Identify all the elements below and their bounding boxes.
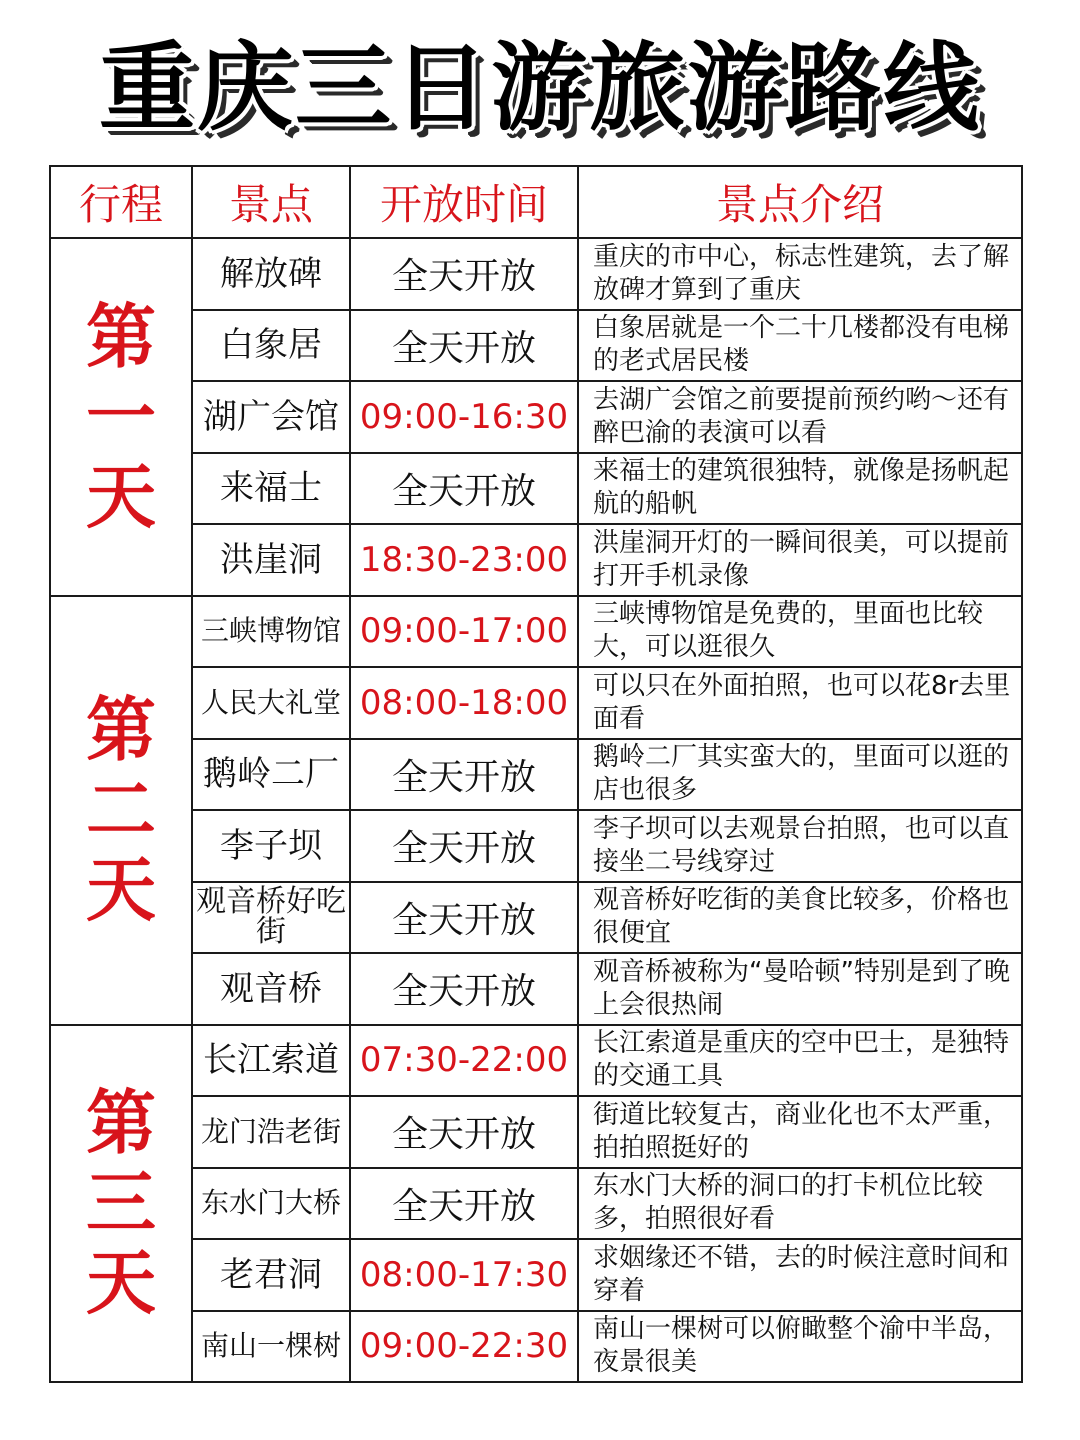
- itinerary-table: [49, 165, 1023, 1383]
- spot-intro: 三峡博物馆是免费的，里面也比较大，可以逛很久: [578, 596, 1022, 668]
- spot-intro: 鹅岭二厂其实蛮大的，里面可以逛的店也很多: [578, 739, 1022, 811]
- header-intro: 景点介绍: [578, 166, 1022, 238]
- spot-intro: 求姻缘还不错，去的时候注意时间和穿着: [578, 1239, 1022, 1311]
- spot-intro: 重庆的市中心，标志性建筑，去了解放碑才算到了重庆: [578, 238, 1022, 310]
- table-row: [50, 882, 1022, 954]
- spot-name: 长江索道: [192, 1025, 350, 1097]
- header-day: 行程: [50, 166, 192, 238]
- spot-name: 东水门大桥: [192, 1168, 350, 1240]
- table-row: [50, 524, 1022, 596]
- spot-name: 湖广会馆: [192, 381, 350, 453]
- day-label-1: 第 一 天: [50, 238, 192, 596]
- spot-intro: 去湖广会馆之前要提前预约哟～还有醉巴渝的表演可以看: [578, 381, 1022, 453]
- page-title: 重庆三日游旅游路线: [99, 32, 981, 144]
- table-row: [50, 1025, 1022, 1097]
- spot-name: 三峡博物馆: [192, 596, 350, 668]
- opening-hours: 08:00-17:30: [350, 1239, 578, 1311]
- spot-name: 李子坝: [192, 810, 350, 882]
- spot-intro: 南山一棵树可以俯瞰整个渝中半岛，夜景很美: [578, 1311, 1022, 1383]
- opening-hours: 全天开放: [350, 238, 578, 310]
- spot-intro: 长江索道是重庆的空中巴士，是独特的交通工具: [578, 1025, 1022, 1097]
- header-hours: 开放时间: [350, 166, 578, 238]
- opening-hours: 全天开放: [350, 310, 578, 382]
- table-row: [50, 1168, 1022, 1240]
- spot-name: 白象居: [192, 310, 350, 382]
- opening-hours: 全天开放: [350, 453, 578, 525]
- table-row: [50, 238, 1022, 310]
- spot-name: 洪崖洞: [192, 524, 350, 596]
- spot-name: 解放碑: [192, 238, 350, 310]
- spot-name: 观音桥好吃街: [192, 882, 350, 954]
- table-row: [50, 381, 1022, 453]
- table-row: [50, 810, 1022, 882]
- table-row: [50, 596, 1022, 668]
- spot-intro: 白象居就是一个二十几楼都没有电梯的老式居民楼: [578, 310, 1022, 382]
- opening-hours: 18:30-23:00: [350, 524, 578, 596]
- opening-hours: 全天开放: [350, 1096, 578, 1168]
- opening-hours: 全天开放: [350, 882, 578, 954]
- spot-name: 龙门浩老街: [192, 1096, 350, 1168]
- spot-name: 人民大礼堂: [192, 667, 350, 739]
- spot-name: 鹅岭二厂: [192, 739, 350, 811]
- opening-hours: 09:00-16:30: [350, 381, 578, 453]
- table-row: [50, 310, 1022, 382]
- table-row: [50, 953, 1022, 1025]
- opening-hours: 08:00-18:00: [350, 667, 578, 739]
- opening-hours: 全天开放: [350, 739, 578, 811]
- spot-intro: 东水门大桥的洞口的打卡机位比较多，拍照很好看: [578, 1168, 1022, 1240]
- spot-intro: 来福士的建筑很独特，就像是扬帆起航的船帆: [578, 453, 1022, 525]
- day-label-3: 第 三 天: [50, 1025, 192, 1383]
- opening-hours: 全天开放: [350, 953, 578, 1025]
- table-row: [50, 739, 1022, 811]
- table-row: [50, 1239, 1022, 1311]
- spot-name: 老君洞: [192, 1239, 350, 1311]
- table-row: [50, 1311, 1022, 1383]
- spot-intro: 观音桥被称为“曼哈顿”特别是到了晚上会很热闹: [578, 953, 1022, 1025]
- opening-hours: 07:30-22:00: [350, 1025, 578, 1097]
- table-row: [50, 1096, 1022, 1168]
- opening-hours: 09:00-17:00: [350, 596, 578, 668]
- day-label-2: 第 二 天: [50, 596, 192, 1025]
- table-row: [50, 667, 1022, 739]
- spot-intro: 洪崖洞开灯的一瞬间很美，可以提前打开手机录像: [578, 524, 1022, 596]
- spot-intro: 观音桥好吃街的美食比较多，价格也很便宜: [578, 882, 1022, 954]
- spot-name: 来福士: [192, 453, 350, 525]
- spot-intro: 李子坝可以去观景台拍照，也可以直接坐二号线穿过: [578, 810, 1022, 882]
- opening-hours: 全天开放: [350, 810, 578, 882]
- spot-name: 观音桥: [192, 953, 350, 1025]
- spot-intro: 街道比较复古，商业化也不太严重，拍拍照挺好的: [578, 1096, 1022, 1168]
- spot-intro: 可以只在外面拍照，也可以花8r去里面看: [578, 667, 1022, 739]
- header-spot: 景点: [192, 166, 350, 238]
- opening-hours: 全天开放: [350, 1168, 578, 1240]
- table-header-row: [50, 166, 1022, 238]
- opening-hours: 09:00-22:30: [350, 1311, 578, 1383]
- spot-name: 南山一棵树: [192, 1311, 350, 1383]
- table-row: [50, 453, 1022, 525]
